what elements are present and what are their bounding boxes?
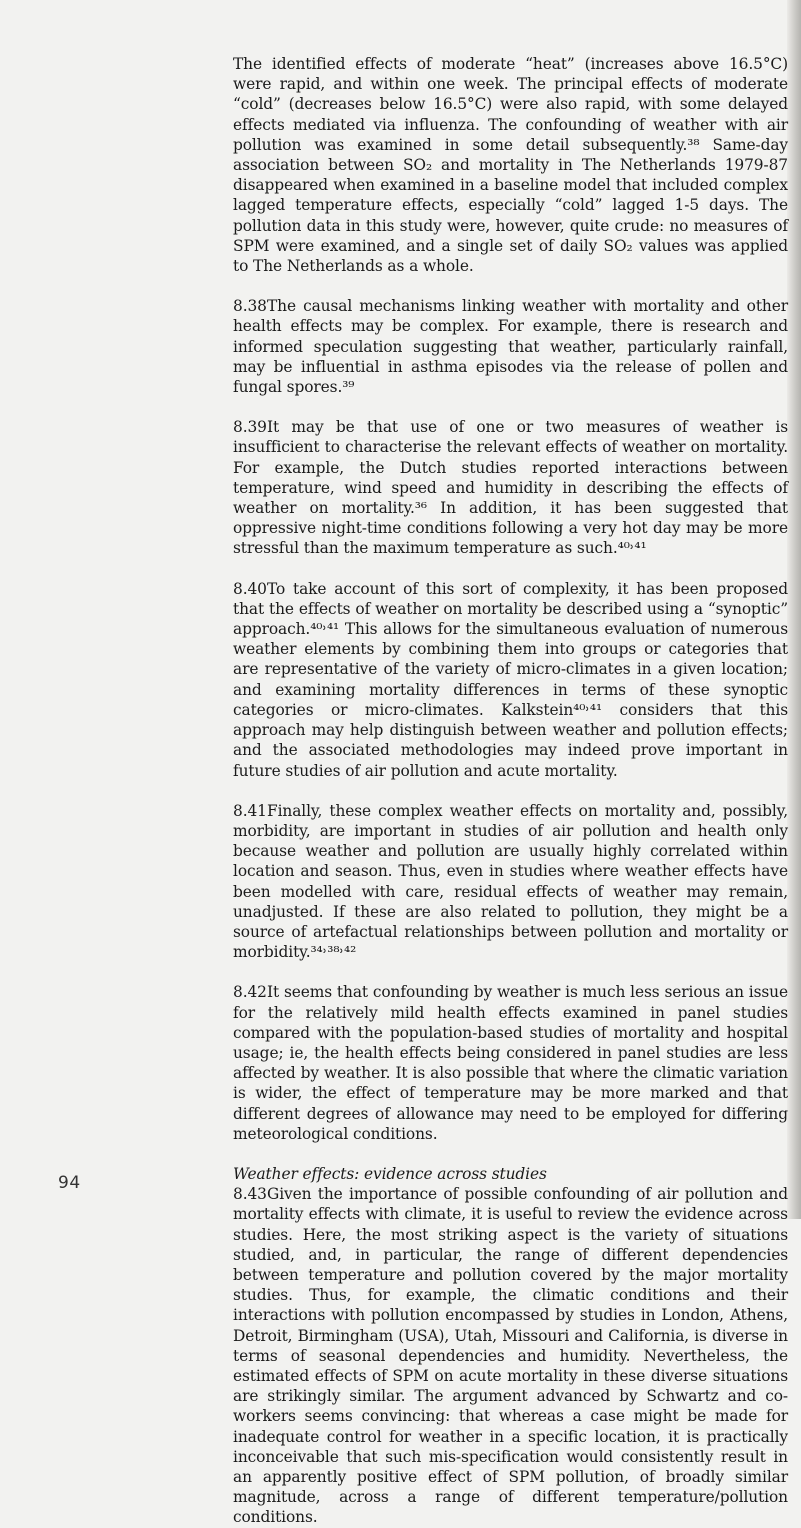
- paragraph-8-38: [233, 296, 788, 397]
- page-number: 94: [58, 1173, 81, 1193]
- paragraph-8-41: [233, 801, 788, 963]
- paragraph-8-43: [233, 1184, 788, 1527]
- paragraph-number: 8.38: [233, 297, 267, 316]
- page-edge-shadow: [787, 0, 801, 1219]
- section-heading: Weather effects: evidence across studies: [233, 1164, 547, 1183]
- paragraph-number: 8.41: [233, 801, 267, 820]
- paragraph-number: 8.42: [233, 983, 267, 1002]
- paragraph-text: It seems that confounding by weather is much less serious an issue for the relatively mild health effects examined in panel studies compared with the population-based studies of mortality and hospital usage; ie, the health effects being considered in panel studies are less affected by weather. It is also possible that where the climatic variation is wider, the effect of temperature may be more marked and that different degrees of allowance may need to be employed for differing meteorological conditions.: [233, 983, 788, 1143]
- paragraph-text: To take account of this sort of complexity, it has been proposed that the effects of weather on mortality be described using a “synoptic” approach.⁴⁰˒⁴¹ This allows for the simultaneous evaluation of numerous weather elements by combining them into groups or categories that are representative of the variety of micro-climates in a given location; and examining mortality differences in terms of these synoptic categories or micro-climates. Kalkstein⁴⁰˒⁴¹ considers that this approach may help distinguish between weather and pollution effects; and the associated methodologies may indeed prove important in future studies of air pollution and acute mortality.: [233, 579, 788, 780]
- paragraph-continued: [233, 54, 788, 276]
- paragraph-text: The identified effects of moderate “heat” (increases above 16.5°C) were rapid, and within one week. The principal effects of moderate “cold” (decreases below 16.5°C) were also rapid, with some delayed effects mediated via influenza. The confounding of weather with air pollution was examined in some detail subsequently.³⁸ Same-day association between SO₂ and mortality in The Netherlands 1979-87 disappeared when examined in a baseline model that included complex lagged temperature effects, especially “cold” lagged 1-5 days. The pollution data in this study were, however, quite crude: no measures of SPM were examined, and a single set of daily SO₂ values was applied to The Netherlands as a whole.: [233, 55, 788, 276]
- paragraph-number: 8.40: [233, 579, 267, 598]
- paragraph-number: 8.43: [233, 1185, 267, 1204]
- paragraph-8-42: [233, 982, 788, 1144]
- paragraph-8-39: [233, 417, 788, 558]
- page-body: [233, 54, 788, 1528]
- paragraph-text: The causal mechanisms linking weather with mortality and other health effects may be complex. For example, there is research and informed speculation suggesting that weather, particularly rainfall, may be influential in asthma episodes via the release of pollen and fungal spores.³⁹: [233, 297, 788, 397]
- paragraph-8-40: [233, 579, 788, 781]
- paragraph-number: 8.39: [233, 418, 267, 437]
- paragraph-text: It may be that use of one or two measures of weather is insufficient to characterise the relevant effects of weather on mortality. For example, the Dutch studies reported interactions between temperature, wind speed and humidity in describing the effects of weather on mortality.³⁶ In addition, it has been suggested that oppressive night-time conditions following a very hot day may be more stressful than the maximum temperature as such.⁴⁰˒⁴¹: [233, 418, 788, 558]
- paragraph-text: Finally, these complex weather effects on mortality and, possibly, morbidity, are important in studies of air pollution and health only because weather and pollution are usually highly correlated within location and season. Thus, even in studies where weather effects have been modelled with care, residual effects of weather may remain, unadjusted. If these are also related to pollution, they might be a source of artefactual relationships between pollution and mortality or morbidity.³⁴˒³⁸˒⁴²: [233, 801, 788, 962]
- paragraph-text: Given the importance of possible confounding of air pollution and mortality effects with climate, it is useful to review the evidence across studies. Here, the most striking aspect is the variety of situations studied, and, in particular, the range of different dependencies between temperature and pollution covered by the major mortality studies. Thus, for example, the climatic conditions and their interactions with pollution encompassed by studies in London, Athens, Detroit, Birmingham (USA), Utah, Missouri and California, is diverse in terms of seasonal dependencies and humidity. Nevertheless, the estimated effects of SPM on acute mortality in these diverse situations are strikingly similar. The argument advanced by Schwartz and co-workers seems convincing: that whereas a case might be made for inadequate control for weather in a specific location, it is practically inconceivable that such mis-specification would consistently result in an apparently positive effect of SPM pollution, of broadly similar magnitude, across a range of different temperature/pollution conditions.: [233, 1185, 788, 1527]
